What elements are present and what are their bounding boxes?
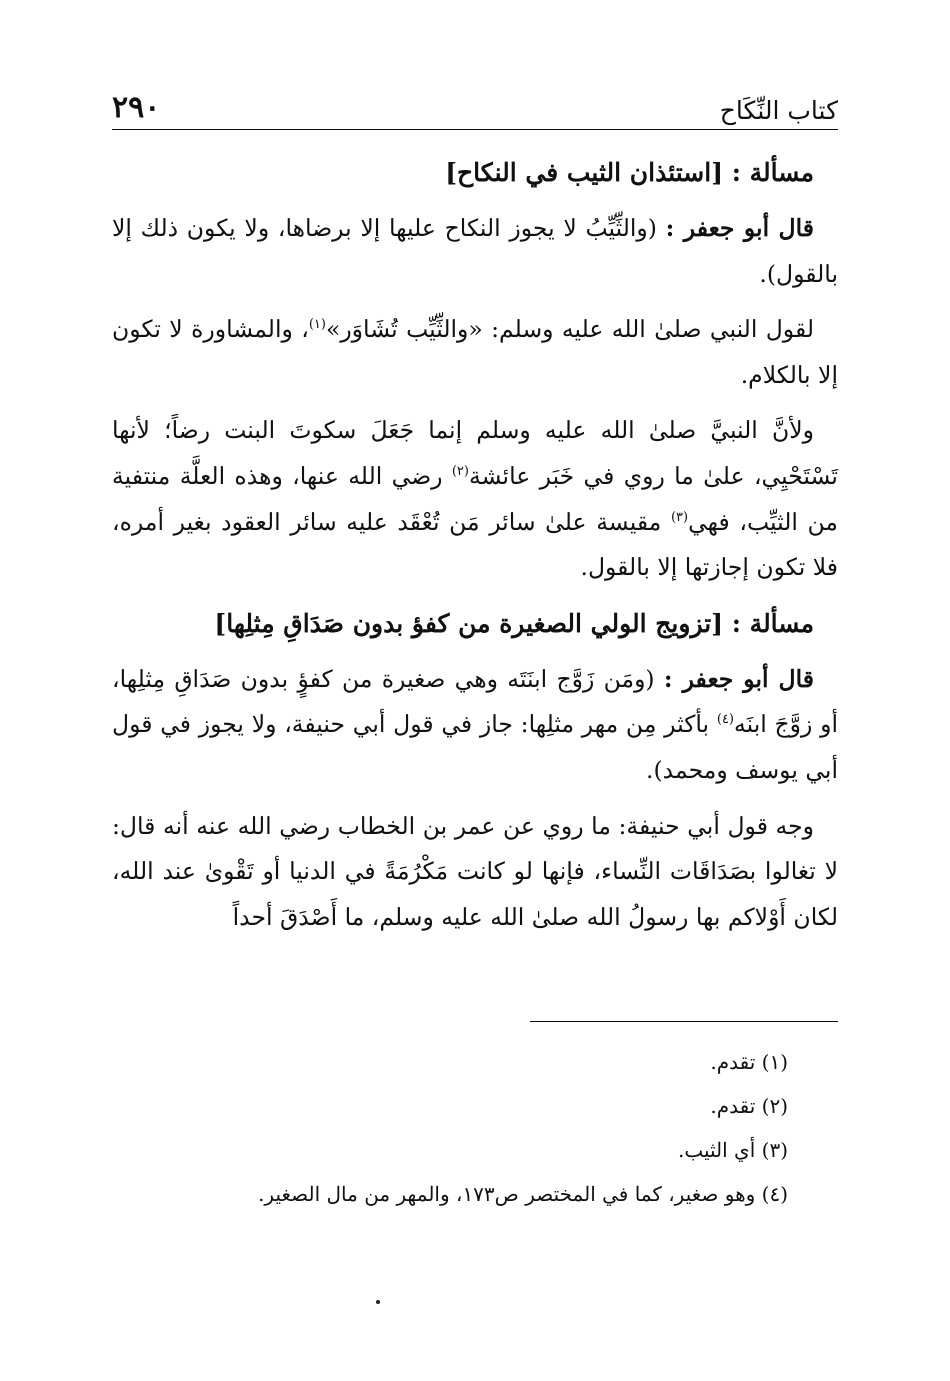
paragraph-text: ولأنَّ النبيَّ صلىٰ الله عليه وسلم إنما جَعَلَ سكوتَ البنت رضاً؛ لأنها تَسْتَحْيِي، علىٰ ما روي في خَبَر عائشة	[112, 416, 838, 490]
page-speck	[376, 1300, 380, 1304]
paragraph-text: ، والمشاورة لا تكون إلا بالكلام.	[112, 315, 838, 389]
footnote-ref[interactable]: (٢)	[451, 464, 469, 480]
speaker-label: قال أبو جعفر :	[665, 214, 814, 242]
section-heading: مسألة : [تزويج الولي الصغيرة من كفؤ بدون صَدَاقِ مِثلِها]	[214, 608, 814, 638]
paragraph-text: رضي الله عنها، وهذه العلَّة منتفية من الثيِّب، فهي	[112, 461, 838, 536]
paragraph	[112, 307, 838, 398]
paragraph	[112, 206, 838, 297]
footnote-ref[interactable]: (٤)	[716, 712, 734, 728]
paragraph-text: بأكثر مِن مهر مثلِها: جاز في قول أبي حنيفة، ولا يجوز في قول أبي يوسف ومحمد).	[112, 710, 838, 784]
running-header	[112, 88, 838, 130]
book-title: كتاب النِّكَاح	[719, 96, 838, 125]
paragraph	[112, 408, 838, 590]
footnote: (١) تقدم.	[710, 1050, 788, 1074]
footnote: (٢) تقدم.	[710, 1094, 788, 1118]
footnotes-list	[112, 1040, 788, 1216]
footnote: (٣) أي الثيب.	[677, 1138, 788, 1162]
book-page	[112, 0, 838, 1381]
speaker-label: قال أبو جعفر :	[663, 664, 814, 693]
page-number: ٢٩٠	[112, 90, 161, 125]
footnote-divider	[530, 1021, 838, 1022]
paragraph-text: (والثِّيِّبُ لا يجوز النكاح عليها إلا برضاها، ولا يكون ذلك إلا بالقول).	[112, 214, 838, 288]
paragraph-text: لقول النبي صلىٰ الله عليه وسلم: «والثِّيِّب تُشَاوَر»	[325, 315, 814, 344]
section-heading: مسألة : [استئذان الثيب في النكاح]	[445, 158, 814, 187]
paragraph: وجه قول أبي حنيفة: ما روي عن عمر بن الخطاب رضي الله عنه أنه قال: لا تغالوا بصَدَاقَات النِّساء، فإنها لو كانت مَكْرُمَةً في الدنيا أو تَقْوىٰ عند الله، لكان أَوْلاكم بها رسولُ الله صلىٰ الله عليه وسلم، ما أَصْدَقَ أحداً	[112, 811, 838, 931]
footnote: (٤) وهو صغير، كما في المختصر ص١٧٣، والمهر من مال الصغير.	[258, 1182, 788, 1206]
footnote-ref[interactable]: (١)	[308, 317, 326, 333]
paragraph-text: (ومَن زَوَّج ابنَتَه وهي صغيرة من كفؤٍ بدون صَدَاقِ مِثلِها، أو زوَّجَ ابنَه	[112, 664, 838, 739]
page-body	[112, 150, 838, 950]
footnote-ref[interactable]: (٣)	[670, 509, 689, 525]
paragraph-text: مقيسة علىٰ سائر مَن تُعْقَد عليه سائر العقود بغير أمره، فلا تكون إجازتها إلا بالقول.	[112, 507, 838, 582]
paragraph	[112, 657, 838, 794]
